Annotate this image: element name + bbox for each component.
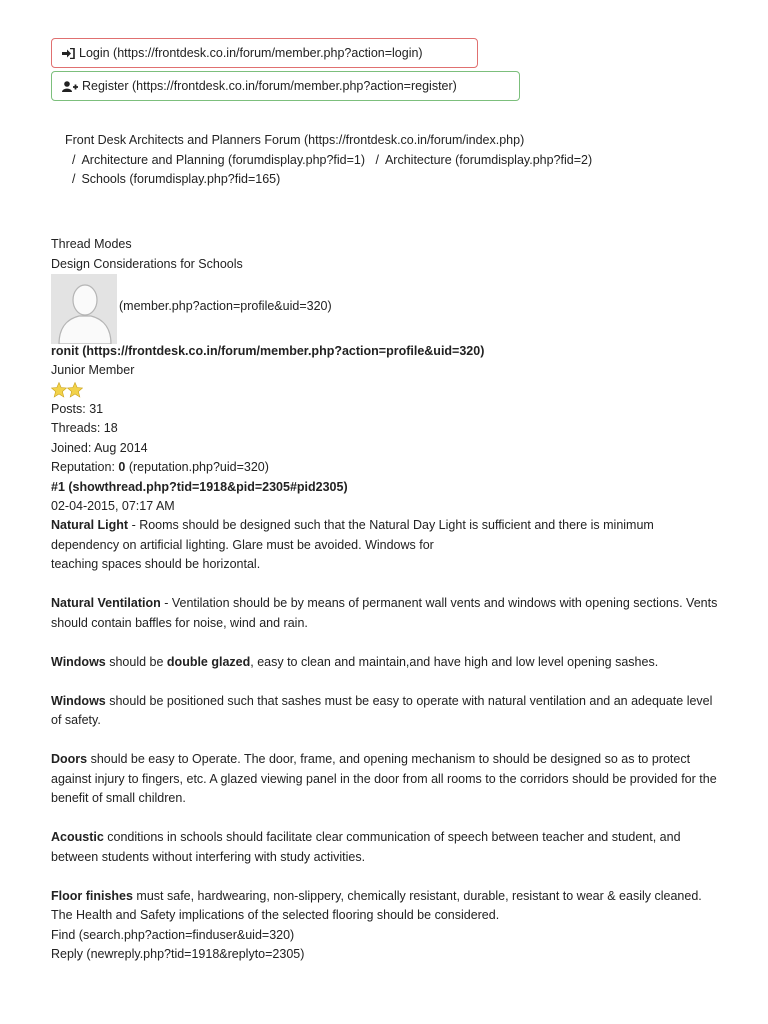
author-reputation [51,458,269,478]
post-paragraph: Windows should be double glazed, easy to clean and maintain,and have high and low level opening sashes. [51,654,659,669]
author-rank: Junior Member [51,363,135,377]
thread-title: Design Considerations for Schools [51,257,243,271]
breadcrumb-separator: / [71,152,76,167]
breadcrumb-separator: / [71,172,76,186]
post-date: 02-04-2015, 07:17 AM [51,499,175,513]
find-link[interactable]: Find (search.php?action=finduser&uid=320) [51,927,295,942]
author-name-link[interactable]: ronit (https://frontdesk.co.in/forum/member.php?action=profile&uid=320) [51,344,485,358]
rank-stars [51,382,83,398]
post-paragraph: Doors should be easy to Operate. The door, frame, and opening mechanism to should be designed so as to protect against injury to fingers, etc. A glazed viewing panel in the door from all rooms to the corridors should be provided for the benefit of small children. [51,752,717,805]
default-avatar-icon [51,274,117,344]
star-icon [67,382,83,398]
thread-modes-label[interactable]: Thread Modes [51,237,132,251]
post-paragraph: Floor finishes must safe, hardwearing, non-slippery, chemically resistant, durable, resistant to wear & easily cleaned. The Health and Safety implications of the selected flooring should be considered. [51,888,702,922]
breadcrumb-forum-index[interactable]: Front Desk Architects and Planners Forum (https://frontdesk.co.in/forum/index.php) [65,133,525,147]
star-icon [51,382,67,398]
author-joined: Joined: Aug 2014 [51,441,148,455]
login-button[interactable] [51,38,478,68]
sign-in-icon [62,48,75,59]
post-permalink[interactable]: #1 (showthread.php?tid=1918&pid=2305#pid2305) [51,480,348,494]
breadcrumb-separator: / [375,152,379,167]
reputation-link[interactable]: (reputation.php?uid=320) [128,460,269,474]
author-posts: Posts: 31 [51,402,104,416]
breadcrumb-architecture-planning[interactable]: Architecture and Planning (forumdisplay.php?fid=1) [81,152,366,167]
post-paragraph: Natural Ventilation - Ventilation should be by means of permanent wall vents and windows with opening sections. Vents should contain baffles for noise, wind and rain. [51,596,718,630]
post-paragraph: Acoustic conditions in schools should facilitate clear communication of speech between teacher and student, and between students without interfering with study activities. [51,830,681,864]
reputation-label: Reputation: [51,460,115,474]
breadcrumb [65,131,592,190]
reply-link[interactable]: Reply (newreply.php?tid=1918&replyto=2305) [51,947,305,961]
breadcrumb-schools[interactable]: Schools (forumdisplay.php?fid=165) [81,172,281,186]
avatar[interactable] [51,274,117,344]
avatar-profile-link[interactable]: (member.php?action=profile&uid=320) [119,299,332,313]
register-label: Register (https://frontdesk.co.in/forum/member.php?action=register) [82,79,457,93]
register-button[interactable] [51,71,520,101]
author-threads: Threads: 18 [51,421,118,435]
post-paragraph: Natural Light - Rooms should be designed such that the Natural Day Light is sufficient and there is minimum dependency on artificial lighting. Glare must be avoided. Windows for teaching spaces should be horizontal. [51,518,654,571]
user-plus-icon [62,81,78,92]
post-paragraph: Windows should be positioned such that sashes must be easy to operate with natural ventilation and an adequate level of safety. [51,693,713,727]
reputation-value: 0 [118,460,126,474]
login-label: Login (https://frontdesk.co.in/forum/member.php?action=login) [79,46,423,60]
breadcrumb-architecture[interactable]: Architecture (forumdisplay.php?fid=2) [384,152,593,167]
post-body [51,516,719,965]
